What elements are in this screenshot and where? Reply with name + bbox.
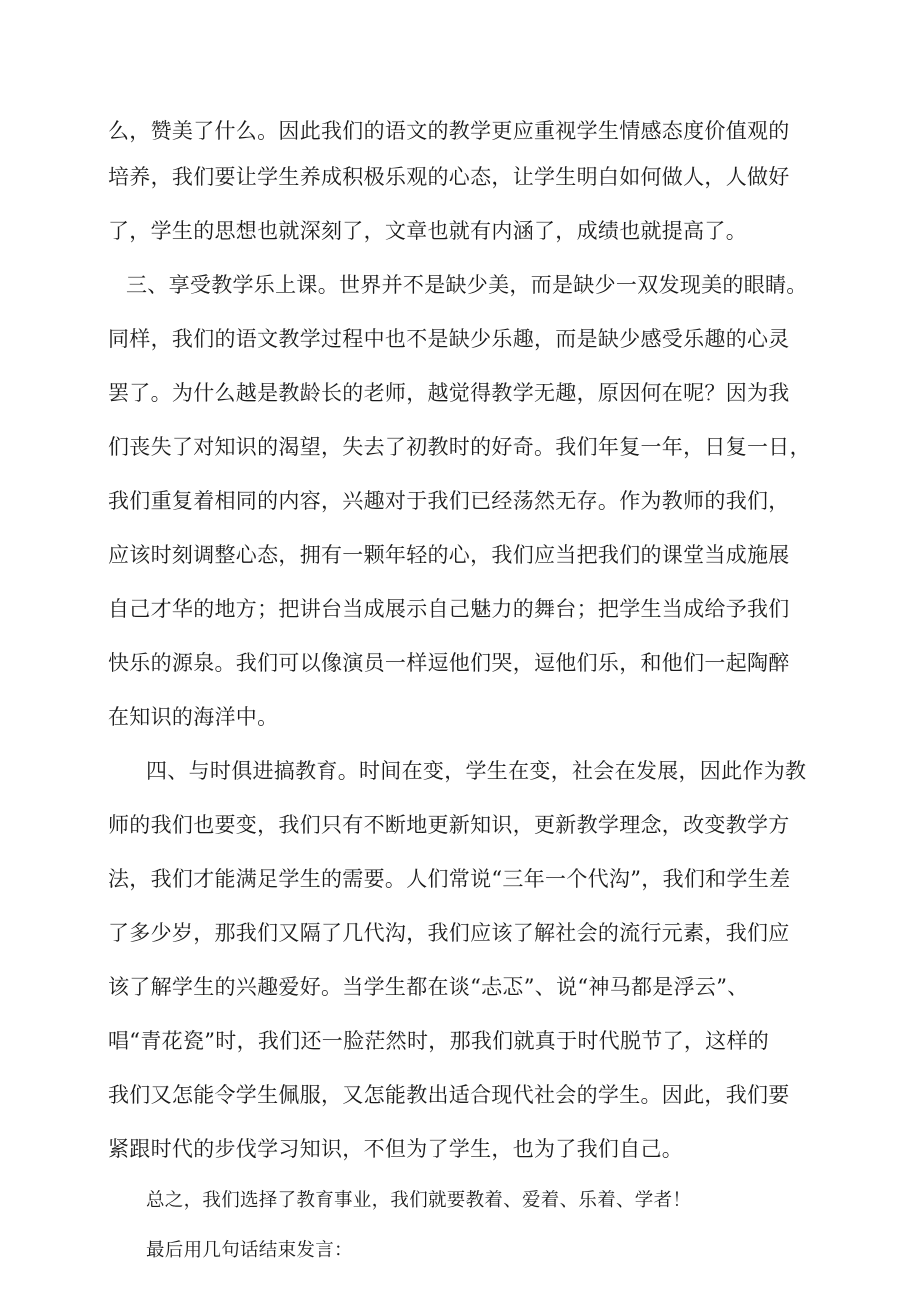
text-line: 师的我们也要变，我们只有不断地更新知识，更新教学理念，改变教学方: [108, 813, 790, 837]
text-line: 同样，我们的语文教学过程中也不是缺少乐趣，而是缺少感受乐趣的心灵: [108, 327, 790, 351]
text-line: 该了解学生的兴趣爱好。当学生都在谈“忐忑”、说“神马都是浮云”、: [108, 975, 749, 999]
text-line: 我们重复着相同的内容，兴趣对于我们已经荡然无存。作为教师的我们，: [108, 489, 790, 513]
text-line: 了多少岁，那我们又隔了几代沟，我们应该了解社会的流行元素，我们应: [108, 921, 790, 945]
text-line: 了，学生的思想也就深刻了，文章也就有内涵了，成绩也就提高了。: [108, 219, 747, 243]
text-line: 我们又怎能令学生佩服，又怎能教出适合现代社会的学生。因此，我们要: [108, 1083, 790, 1107]
text-line: 紧跟时代的步伐学习知识，不但为了学生，也为了我们自己。: [108, 1137, 684, 1161]
text-line: 自己才华的地方；把讲台当成展示自己魅力的舞台；把学生当成给予我们: [108, 597, 790, 621]
text-line: 罢了。为什么越是教龄长的老师，越觉得教学无趣，原因何在呢？因为我: [108, 381, 790, 405]
text-line: 总之，我们选择了教育事业，我们就要教着、爱着、乐着、学者！: [146, 1190, 692, 1211]
text-line: 们丧失了对知识的渴望，失去了初教时的好奇。我们年复一年，日复一日，: [108, 435, 811, 459]
text-line: 在知识的海洋中。: [108, 705, 279, 729]
text-line: 快乐的源泉。我们可以像演员一样逗他们哭，逗他们乐，和他们一起陶醉: [108, 651, 790, 675]
text-line: 四、与时俱进搞教育。时间在变，学生在变，社会在发展，因此作为教: [146, 759, 807, 783]
text-line: 唱“青花瓷”时，我们还一脸茫然时，那我们就真于时代脱节了，这样的: [108, 1029, 770, 1053]
text-line: 三、享受教学乐上课。世界并不是缺少美，而是缺少一双发现美的眼睛。: [126, 273, 808, 297]
text-line: 法，我们才能满足学生的需要。人们常说“三年一个代沟”，我们和学生差: [108, 867, 791, 891]
text-line: 最后用几句话结束发言：: [146, 1240, 353, 1261]
text-line: 应该时刻调整心态，拥有一颗年轻的心，我们应当把我们的课堂当成施展: [108, 543, 790, 567]
text-line: 么，赞美了什么。因此我们的语文的教学更应重视学生情感态度价值观的: [108, 119, 790, 143]
text-line: 培养，我们要让学生养成积极乐观的心态，让学生明白如何做人，人做好: [108, 165, 790, 189]
